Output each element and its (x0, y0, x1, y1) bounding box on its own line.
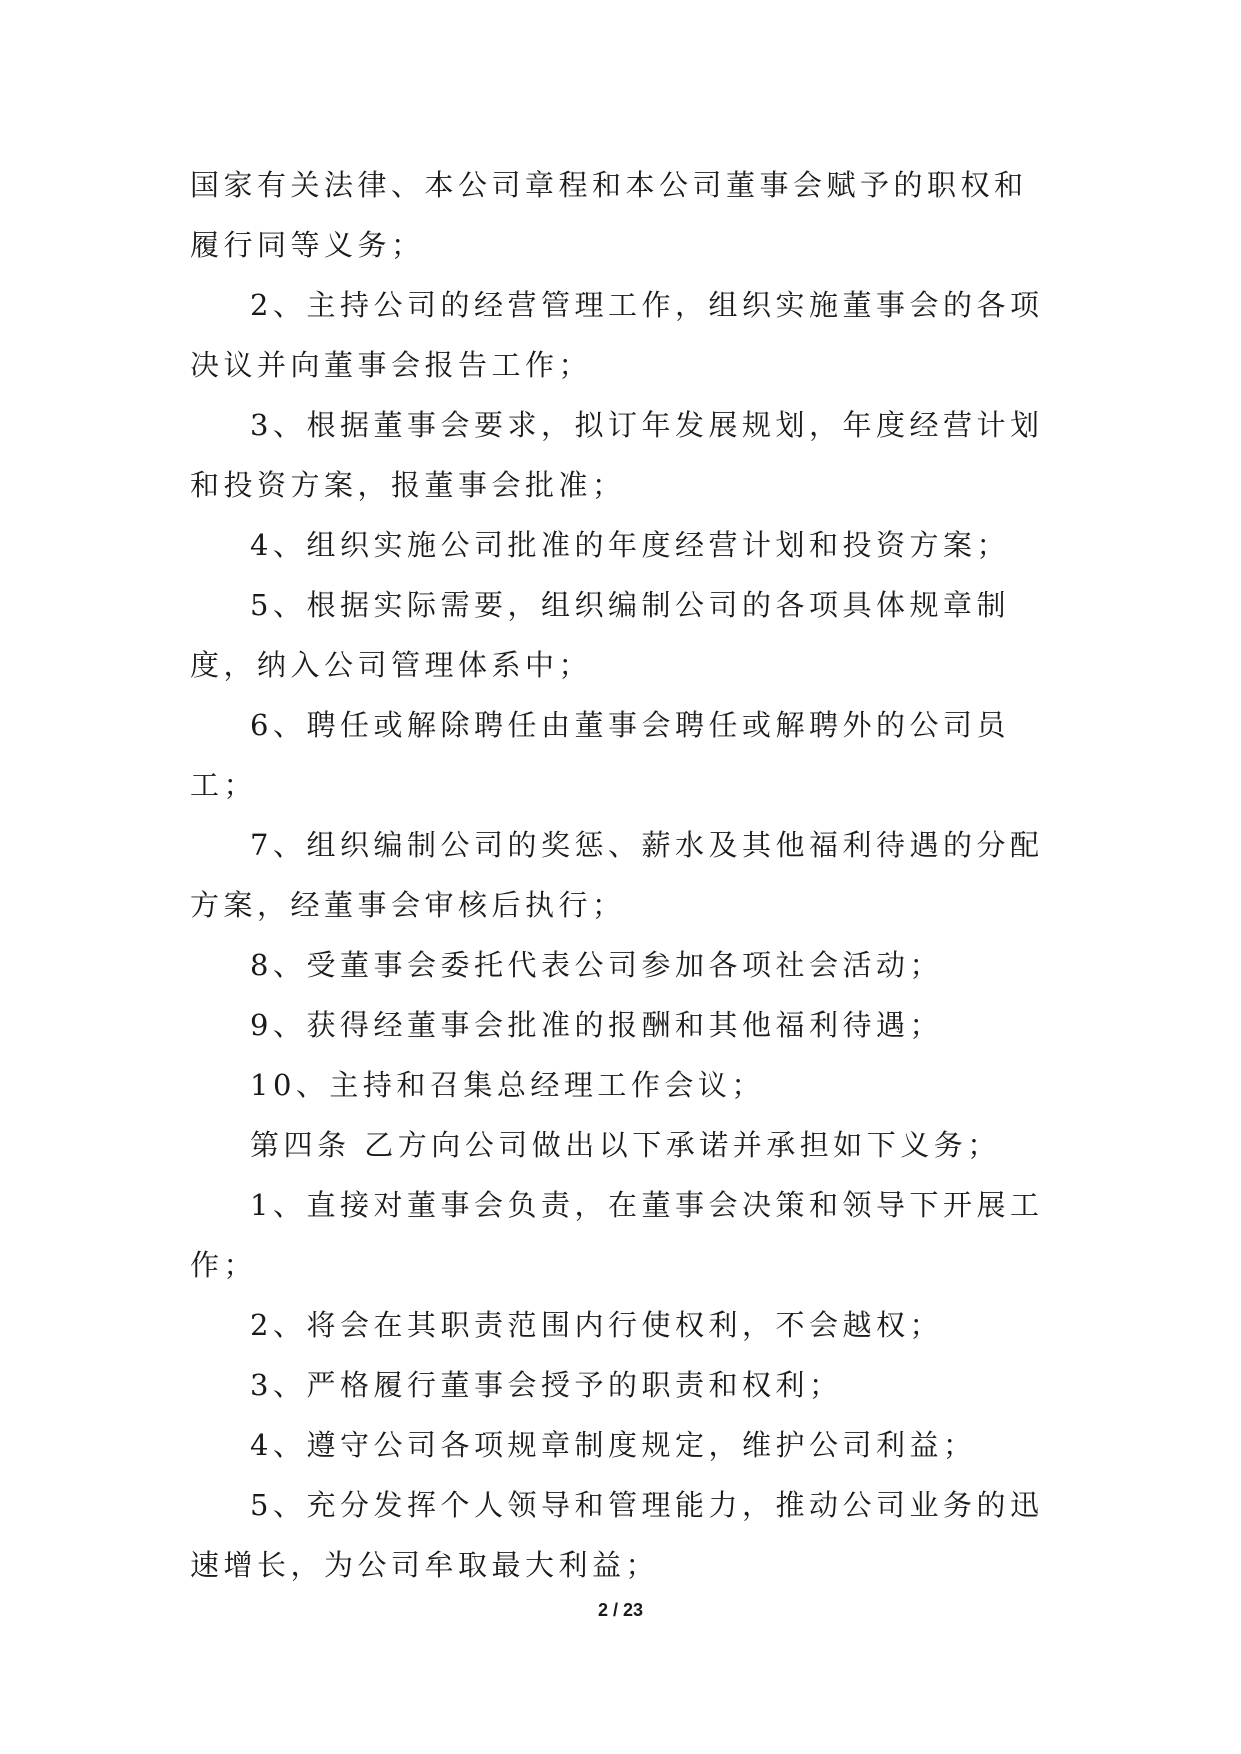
paragraph-7: 7、组织编制公司的奖惩、薪水及其他福利待遇的分配方案，经董事会审核后执行； (190, 828, 1044, 922)
paragraph-8: 8、受董事会委托代表公司参加各项社会活动； (250, 948, 943, 982)
paragraph-16: 5、充分发挥个人领导和管理能力，推动公司业务的迅速增长，为公司牟取最大利益； (190, 1488, 1044, 1582)
paragraph-2: 2、主持公司的经营管理工作，组织实施董事会的各项决议并向董事会报告工作； (190, 288, 1044, 382)
paragraph-10: 10、主持和召集总经理工作会议； (250, 1068, 765, 1102)
article-heading: 第四条 乙方向公司做出以下承诺并承担如下义务； (250, 1128, 1001, 1162)
paragraph-6: 6、聘任或解除聘任由董事会聘任或解聘外的公司员工； (190, 708, 1010, 802)
document-body (190, 155, 1060, 1595)
paragraph-14: 3、严格履行董事会授予的职责和权利； (250, 1368, 843, 1402)
paragraph-9: 9、获得经董事会批准的报酬和其他福利待遇； (250, 1008, 943, 1042)
paragraph-5: 5、根据实际需要，组织编制公司的各项具体规章制度，纳入公司管理体系中； (190, 588, 1010, 682)
paragraph-15: 4、遵守公司各项规章制度规定，维护公司利益； (250, 1428, 977, 1462)
paragraph-1: 国家有关法律、本公司章程和本公司董事会赋予的职权和履行同等义务； (190, 168, 1028, 262)
paragraph-4: 4、组织实施公司批准的年度经营计划和投资方案； (250, 528, 1010, 562)
paragraph-12: 1、直接对董事会负责，在董事会决策和领导下开展工作； (190, 1188, 1044, 1282)
paragraph-3: 3、根据董事会要求，拟订年发展规划，年度经营计划和投资方案，报董事会批准； (190, 408, 1044, 502)
page-number: 2 / 23 (597, 1600, 644, 1620)
paragraph-13: 2、将会在其职责范围内行使权利，不会越权； (250, 1308, 943, 1342)
